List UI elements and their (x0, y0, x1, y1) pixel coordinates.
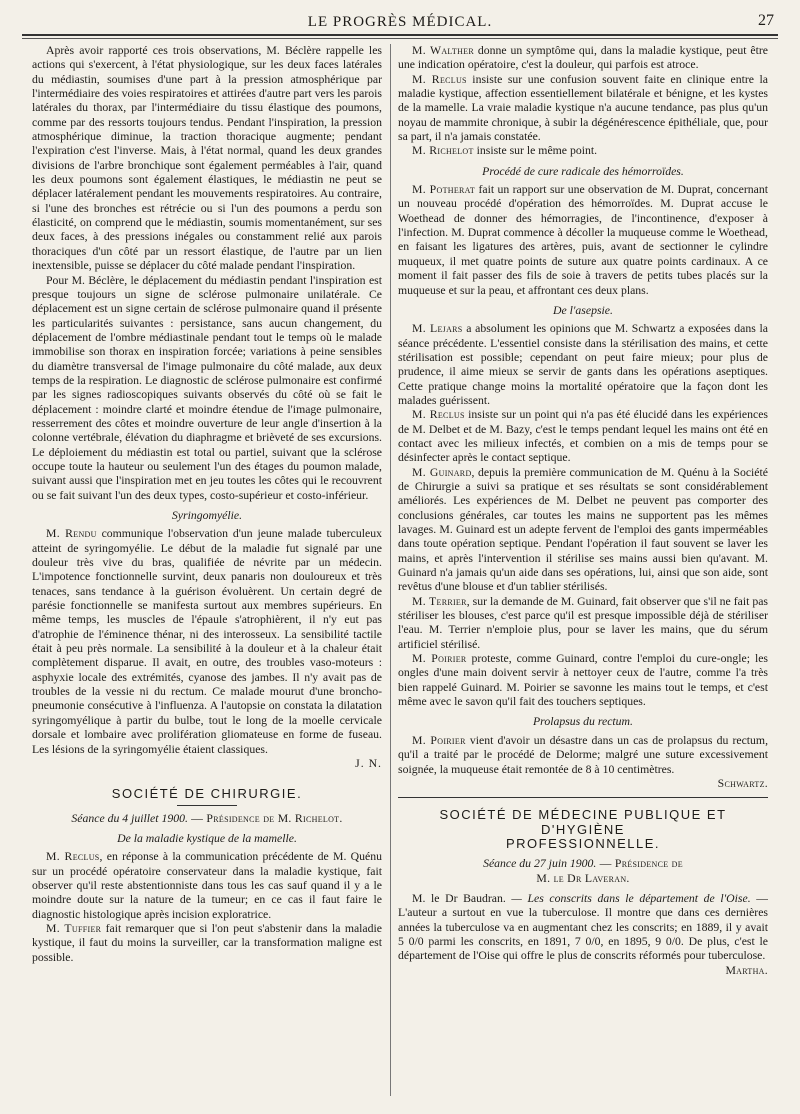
signature: Schwartz. (717, 776, 768, 790)
paragraph (398, 595, 768, 652)
paragraph (32, 922, 382, 965)
author-name: M. Terrier (412, 594, 467, 608)
society-title: SOCIÉTÉ DE CHIRURGIE. (111, 786, 303, 802)
paragraph (32, 850, 382, 922)
author-name: M. Potherat (412, 183, 476, 197)
paragraph (32, 527, 382, 757)
section-heading: Syringomyélie. (171, 509, 243, 522)
running-head: LE PROGRÈS MÉDICAL. (307, 14, 493, 30)
left-column (32, 44, 382, 1096)
author-name: M. Reclus (412, 72, 467, 86)
author-name: M. Poirier (412, 652, 467, 666)
paragraph: Pour M. Béclère, le déplacement du médiastin pendant l'inspiration est presque toujours un signe de sclérose pulmonaire unilatérale. Ce déplacement est un signe certain de sclérose pulmonaire quand il présente les particularités suivantes : persistance, sans aucun changement, du déplacement de l'ombre médiastinale pendant tout le temps où le malade immobilise son thorax en inspiration forcée; variations à peine sensibles du diamètre transversal de l'image pulmonaire du côté malade, aux deux temps de la respiration. Le diagnostic de sclérose pulmonaire est confirmé par les signes radioscopiques suivants observés du côté où se fait le déplacement : moindre clarté et moindre étendue de l'image pulmonaire, resserrement des côtes et moindre ouverture de leur angle d'insertion à la colonne vertébrale, élévation du diaphragme et brièveté de ses excursions. Le déploiement du médiastin est total ou partiel, suivant que la sclérose occupe toute la hauteur ou seulement l'un des étages du poumon malade, suivant aussi que l'inspiration met en jeu toutes les côtes qui le recouvrent ou se fait suivant l'un des deux types, costo-supérieur et costo-inférieur. (32, 273, 382, 502)
author-name: M. le Dr Baudran. (412, 891, 506, 905)
section-heading: De la maladie kystique de la mamelle. (117, 831, 297, 845)
paragraph (398, 466, 768, 595)
section-heading: Prolapsus du rectum. (533, 715, 633, 729)
paragraph (398, 652, 768, 709)
paragraph-text: fait remarquer que si l'on peut s'abstenir dans la maladie kystique, il faut du moins la surveiller, car la transformation maligne est possible. (32, 921, 382, 964)
paragraph (398, 73, 768, 145)
author-name: M. Lejars (412, 322, 463, 336)
paragraph (398, 408, 768, 465)
society-title: SOCIÉTÉ DE MÉDECINE PUBLIQUE ET D'HYGIÈNE (439, 807, 727, 837)
session-line (32, 812, 382, 826)
session-presidency: — Présidence de M. Richelot. (187, 811, 343, 825)
paragraph-text: insiste sur un point qui n'a pas été élucidé dans les expériences de M. Delbet et de M. Bazy, c'est le temps pendant lequel les mains ont été en contact avec les milieux infectés, et combien on a mis de temps pour se désinfecter après le contact septique. (398, 408, 768, 465)
paragraph (398, 892, 768, 964)
page-header (22, 10, 778, 32)
author-name: M. Guinard (412, 465, 472, 479)
paragraph-text: a absolument les opinions que M. Schwartz a exposées dans la séance précédente. L'essentiel consiste dans la stérilisation des mains, et cette stérilisation est possible; cependant on peut faire mieux; pour plus de prudence, il aime mieux se servir de gants dans les opérations aseptiques. Cette pratique change moins la mortalité opératoire que la façon dont les malades guérissent. (398, 322, 768, 407)
signature: Martha. (725, 963, 768, 977)
page-number: 27 (758, 12, 774, 29)
paragraph (398, 144, 768, 158)
author-name: M. Tuffier (46, 921, 102, 935)
paragraph-text: communique l'observation d'un jeune malade tuberculeux atteint de syringomyélie. Le début de la maladie fut signalé par une douleur très vive du bras, qualifiée de névrite par un médecin. L'impotence fonctionnelle survint, deux panaris non douloureux et très tenaces, sans tendance à la guérison évoluèrent. Un certain degré de parésie fonctionnelle se manifesta surtout aux membres supérieurs. En même temps, les muscles de l'épaule s'atrophièrent, il n'y eut pas d'atrophie de l'éminence thénar, ni des interosseux. La sensibilité tactile était à peu près normale. La sensibilité à la douleur et à la chaleur était complètement disparue. Il avait, en outre, des troubles vaso-moteurs : asphyxie locale des extrémités, cyanose des jambes. Il n'y avait pas de troubles de la vessie ni du rectum. Ce malade mourut d'une broncho-pneumonie consécutive à l'influenza. A l'autopsie on constata la dilatation syringomyélique à partir du bulbe, tout le long de la moelle cervicale dorsale et lombaire avec prolifération gliomateuse en forme de fuseau. Les lésions de la syringomyélie étaient classiques. (32, 527, 382, 756)
paragraph-text: insiste sur une confusion souvent faite en clinique entre la maladie kystique, affection essentiellement bilatérale et bénigne, et les kystes de la mamelle. La vraie maladie kystique n'a aucune tendance, pas plus qu'un noyau de mammite chronique, à subir la dégénérescence épithéliale, que, pour sa part, il n'a jamais constatée. (398, 72, 768, 144)
header-rule-thin (22, 38, 778, 39)
column-divider (390, 44, 391, 1096)
paragraph-text: vient d'avoir un désastre dans un cas de prolapsus du rectum, qu'il a traité par le procédé de Delorme; malgré une suture excessivement soignée, la muqueuse était remontée de 8 à 10 centimètres. (398, 733, 768, 776)
paragraph-text: fait un rapport sur une observation de M. Duprat, concernant un nouveau procédé d'opération des hémorroïdes. M. Duprat accuse le Woethead de donner des hémorragies, de l'incontinence, d'exposer à l'infection. M. Duprat commence à décoller la muqueuse comme le Woethead, en faisant les ligatures des artères, puis, avant de sectionner le cylindre muqueux, il met quatre points de suture aux quatre points cardinaux. A ce moment il fait passer des fils de soie à travers de petits tubes placés sur la muqueuse et sur la peau, et affrontant ces deux plans. (398, 183, 768, 297)
author-name: M. Walther (412, 44, 474, 57)
society-title-line2: PROFESSIONNELLE. (505, 835, 661, 851)
header-rule (22, 34, 778, 36)
session-date: Séance du 27 juin 1900. (483, 857, 597, 871)
paragraph (398, 44, 768, 73)
author-name: M. Richelot (412, 144, 474, 158)
paragraph: Après avoir rapporté ces trois observations, M. Béclère rappelle les actions qui s'exercent, à l'état physiologique, sur les deux faces latérales du médiastin, soumises d'une part à la pression atmosphérique par l'intermédiaire des voies respiratoires et attirées d'autre part vers les parois latérales du thorax, par l'intermédiaire du tissu élastique des poumons, comme par des ressorts toujours tendus. Pendant l'inspiration, la pression atmosphérique diminue, la traction thoracique augmente; pendant l'expiration c'est l'inverse. Mais, à l'état normal, quand les deux grandes divisions de l'arbre bronchique sont également perméables à l'air, quand les deux poumons sont également élastiques, le médiastin ne peut se déplacer latéralement pendant les mouvements respiratoires. Au contraire, si l'une des bronches est rétrécie ou si l'un des poumons a perdu son élasticité, on comprend que le médiastin, soumis momentanément, sur ses deux faces, à des pressions inégales ou constamment relié aux parois thoraciques d'un côté par un ressort élastique, de l'autre par un lien inextensible, puisse se déplacer du côté malade pendant l'inspiration. (32, 44, 382, 273)
author-name: M. Reclus (46, 850, 100, 864)
paragraph (398, 734, 768, 777)
session-presidency-line2: M. le Dr Laveran. (536, 871, 630, 885)
paper-title: — Les conscrits dans le département de l'Oise. (505, 891, 751, 905)
paragraph-text: proteste, comme Guinard, contre l'emploi du cure-ongle; les ongles d'une main doivent servir à nettoyer ceux de l'autre, comme l'a très bien rappelé Guinard. M. Poirier se savonne les mains tout le temps, et c'est même avec le savon qu'il fait des touchers septiques. (398, 652, 768, 709)
author-name: M. Rendu (46, 527, 97, 541)
session-date: Séance du 4 juillet 1900. (71, 811, 188, 825)
section-heading: Procédé de cure radicale des hémorroïdes. (482, 164, 684, 178)
signature: J. N. (355, 756, 382, 770)
paragraph (398, 183, 768, 298)
section-heading: De l'asepsie. (553, 303, 613, 317)
paragraph-text: , sur la demande de M. Guinard, fait observer que s'il ne fait pas stériliser les blouses, c'est parce qu'il est presque impossible déjà de stériliser l'eau. M. Terrier n'emploie plus, pour se laver les mains, que du sérum artificiel stérilisé. (398, 594, 768, 651)
paragraph-text: — L'auteur a surtout en vue la tuberculose. Il montre que dans ces dernières années la tuberculose va en augmentant chez les conscrits; en 1889, il y avait 5 0/0 parmi les conscrits, en 1891, 7 0/0, en 1895, 9 0/0. De plus, c'est le département de l'Oise qui offre le plus de conscrits réformés pour tuberculose. (398, 891, 768, 963)
paragraph-text: donne un symptôme qui, dans la maladie kystique, peut être une indication opératoire, c'est la douleur, qui parfois est atroce. (398, 44, 768, 72)
author-name: M. Reclus (412, 408, 465, 422)
right-column (398, 44, 768, 1096)
author-name: M. Poirier (412, 733, 466, 747)
session-presidency: — Présidence de (596, 857, 683, 871)
session-line (398, 857, 768, 871)
paragraph-text: , depuis la première communication de M. Quénu à la Société de Chirurgie a suivi sa pratique et ses résultats se sont considérablement améliorés. Les expériences de M. Delbet ne peuvent pas comporter des conclusions générales, car toutes les mains ne supportent pas les mêmes lavages. M. Guinard est un adepte fervent de l'emploi des gants imperméables dans toute opération septique. Pendant l'opération il faut souvent se laver les mains, et après l'intervention il stérilise ses mains aussi bien qu'avant. M. Guinard n'a jamais qu'un aide dans ses opérations, lui, ainsi que son aide, sont revêtus d'une blouse et d'un tablier stérilisés. (398, 465, 768, 594)
title-rule (177, 805, 237, 806)
paragraph-text: , en réponse à la communication précédente de M. Quénu sur un procédé opératoire conservateur dans la maladie kystique, fait observer qu'il reste abstentionniste dans tous les cas sauf quand il y a le moindre doute sur la nature de la tumeur; en ce cas il faut faire le diagnostic histologique après incision exploratrice. (32, 850, 382, 921)
section-rule (398, 797, 768, 798)
paragraph (398, 322, 768, 408)
paragraph-text: insiste sur le même point. (473, 144, 598, 158)
